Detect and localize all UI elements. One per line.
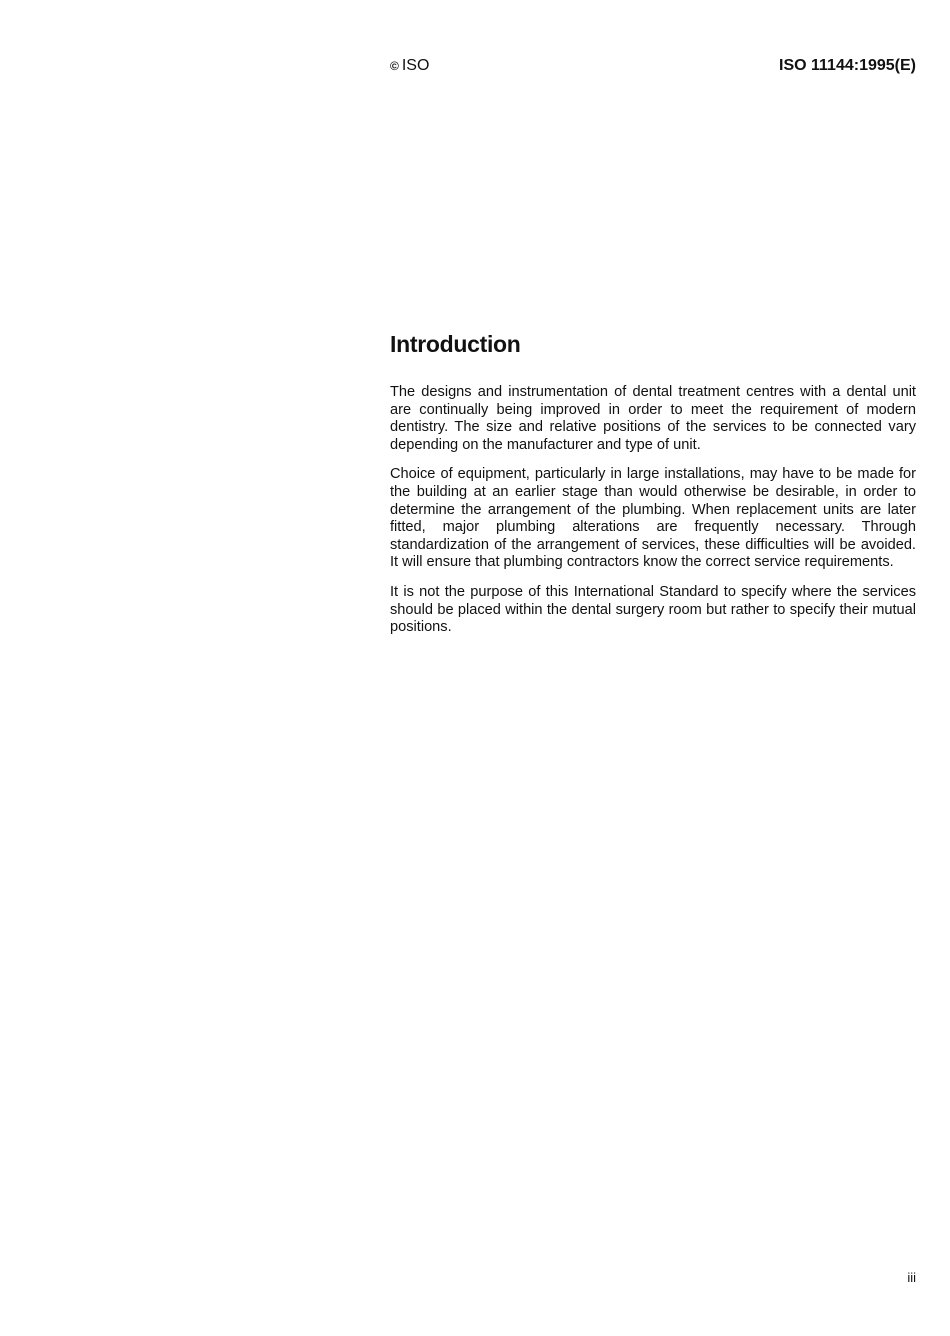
copyright-org: ISO [401, 57, 430, 74]
copyright-notice [390, 56, 429, 76]
paragraph-3: It is not the purpose of this International Standard to specify where the services should be placed within the dental surgery room but rather to specify their mutual positions. [390, 583, 916, 636]
document-id: ISO 11144:1995(E) [779, 57, 916, 74]
copyright-symbol: © [390, 59, 399, 73]
introduction-section [390, 330, 916, 649]
paragraph-2: Choice of equipment, particularly in large installations, may have to be made for the building at an earlier stage than would otherwise be desirable, in order to determine the arrangement of the plumbing. When replacement units are later fitted, major plumbing alterations are frequently necessary. Through standardization of the arrangement of services, these difficulties will be avoided. It will ensure that plumbing contractors know the correct service requirements. [390, 466, 916, 571]
paragraph-1: The designs and instrumentation of dental treatment centres with a dental unit are continually being improved in order to meet the requirement of modern dentistry. The size and relative positions of the services to be connected vary depending on the manufacturer and type of unit. [390, 384, 916, 453]
page-number: iii [907, 1270, 916, 1285]
section-title: Introduction [390, 331, 521, 357]
